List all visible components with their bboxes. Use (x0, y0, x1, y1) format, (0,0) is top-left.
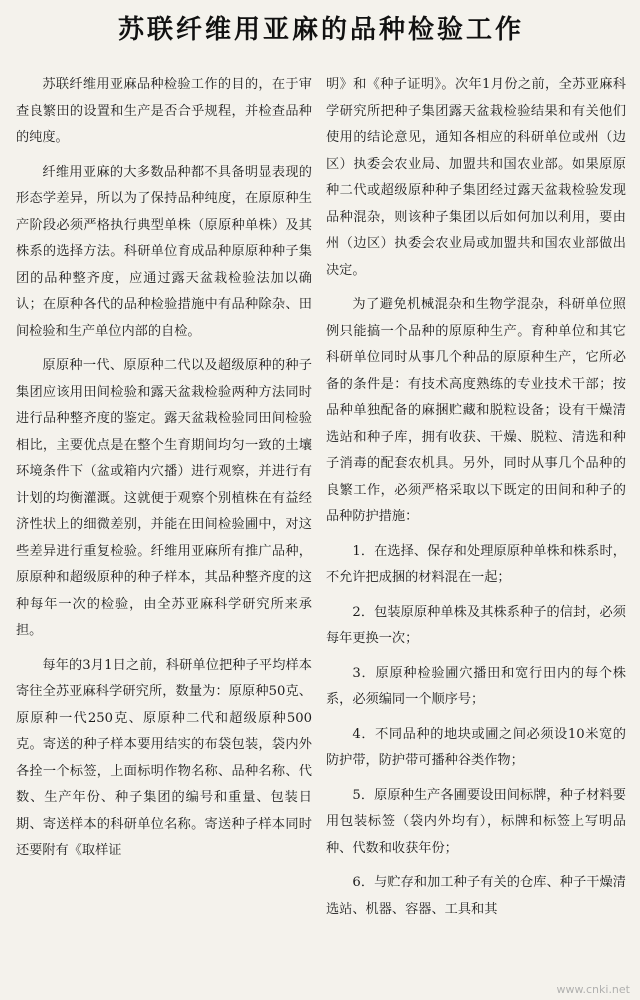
paragraph-morphology: 纤维用亚麻的大多数品种都不具备明显表现的形态学差异，所以为了保持品种纯度，在原原种生产阶段必须严格执行典型单株（原原种单株）及其株系的选择方法。科研单位育成品种原原种种子集团的品种整齐度，应通过露天盆栽检验法加以确认；在原种各代的品种检验措施中有品种除杂、田间检验和生产单位内部的自检。 (16, 164, 312, 339)
list-item-measure-3: 3．原原种检验圃穴播田和宽行田内的每个株系，必须编同一个顺序号； (326, 665, 626, 707)
left-column (16, 72, 312, 992)
right-column (326, 72, 626, 992)
list-item-measure-1: 1．在选择、保存和处理原原种单株和株系时，不允许把成捆的材料混在一起； (326, 543, 626, 585)
paragraph-sample-submission: 每年的3月1日之前，科研单位把种子平均样本寄往全苏亚麻科学研究所，数量为：原原种50克、原原种一代250克、原原种二代和超级原种500克。寄送的种子样本要用结实的布袋包装，袋内外各拴一个标签，上面标明作物名称、品种名称、代数、生产年份、种子集团的编号和重量、包装日期、寄送样本的科研单位名称。寄送种子样本同时还要附有《取样证 (16, 657, 312, 858)
paragraph-results-continued: 明》和《种子证明》。次年1月份之前，全苏亚麻科学研究所把种子集团露天盆栽检验结果和有关他们使用的结论意见，通知各相应的科研单位或州（边区）执委会农业局、加盟共和国农业部。如果原原种二代或超级原种种子集团经过露天盆栽检验发现品种混杂，则该种子集团以后如何加以利用，要由州（边区）执委会农业局或加盟共和国农业部做出决定。 (326, 77, 626, 278)
list-item-measure-4: 4．不同品种的地块或圃之间必须设10米宽的防护带，防护带可播种谷类作物； (326, 726, 626, 768)
list-item-measure-6: 6．与贮存和加工种子有关的仓库、种子干燥清选站、机器、容器、工具和其 (326, 875, 626, 917)
document-title: 苏联纤维用亚麻的品种检验工作 (117, 15, 524, 45)
watermark-text: www.cnki.net (556, 983, 630, 996)
list-item-measure-2: 2．包装原原种单株及其株系种子的信封，必须每年更换一次； (326, 604, 626, 646)
paragraph-pot-test: 原原种一代、原原种二代以及超级原种的种子集团应该用田间检验和露天盆栽检验两种方法同时进行品种整齐度的鉴定。露天盆栽检验同田间检验相比，主要优点是在整个生育期间均匀一致的土壤环境条件下（盆或箱内穴播）进行观察，并进行有计划的均衡灌溉。这就便于观察个别植株在有益经济性状上的细微差别，并能在田间检验圃中，对这些差异进行重复检验。纤维用亚麻所有推广品种，原原种和超级原种的种子样本，其品种整齐度的这种每年一次的检验，由全苏亚麻科学研究所来承担。 (16, 358, 312, 638)
list-item-measure-5: 5．原原种生产各圃要设田间标牌，种子材料要用包装标签（袋内外均有），标牌和标签上写明品种、代数和收获年份； (326, 787, 626, 856)
paragraph-purpose: 苏联纤维用亚麻品种检验工作的目的，在于审查良繁田的设置和生产是否合乎规程，并检查品种的纯度。 (16, 77, 312, 145)
paragraph-contamination: 为了避免机械混杂和生物学混杂，科研单位照例只能搞一个品种的原原种生产。育种单位和其它科研单位同时从事几个种品的原原种生产，它所必备的条件是：有技术高度熟练的专业技术干部；按品种单独配备的麻捆贮藏和脱粒设备；设有干燥清选站和种子库，拥有收获、干燥、脱粒、清选和种子消毒的配套农机具。另外，同时从事几个品种的良繁工作，必须严格采取以下既定的田间和种子的品种防护措施： (326, 297, 626, 524)
two-column-body (16, 72, 626, 992)
